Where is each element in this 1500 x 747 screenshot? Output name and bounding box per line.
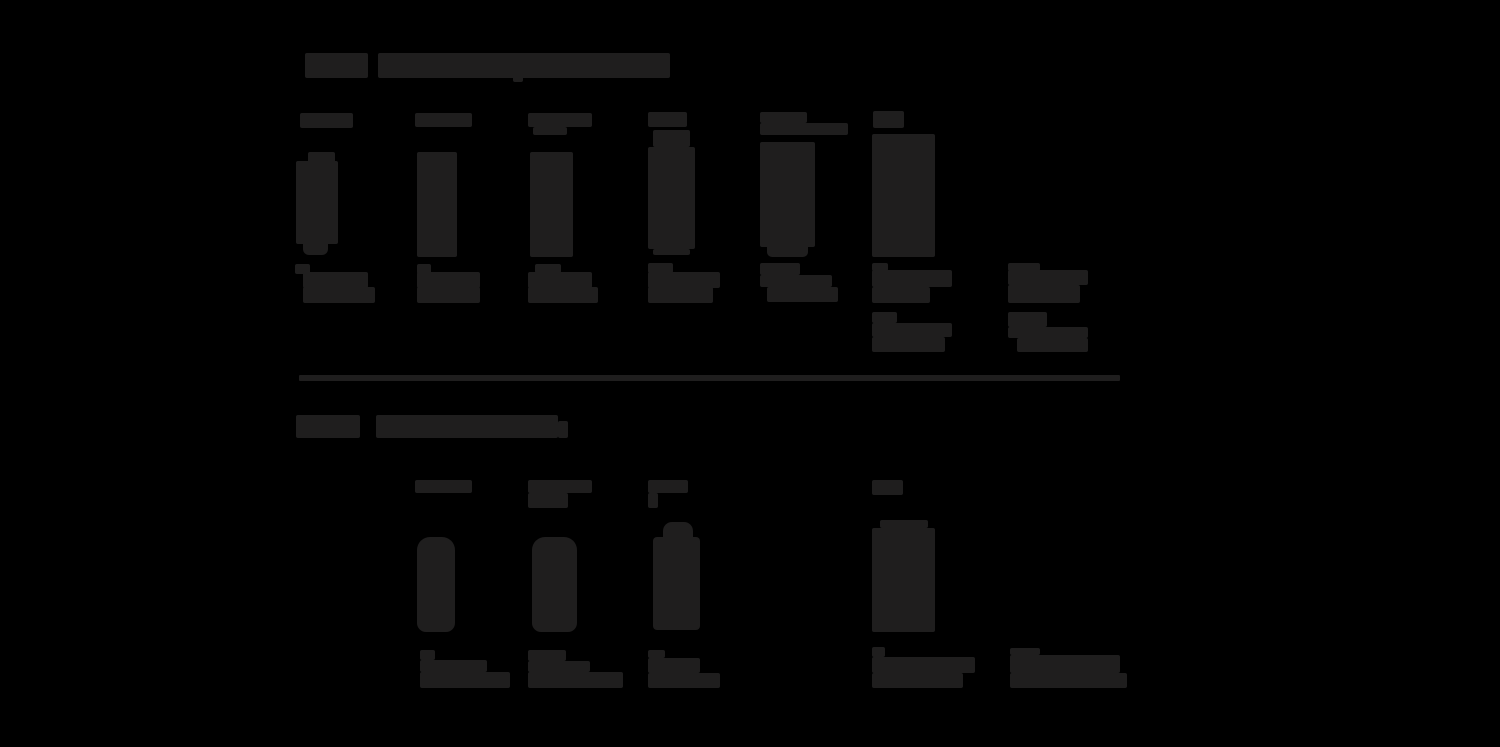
product-card-product-1[interactable] — [295, 113, 375, 303]
product-tag-bar — [528, 113, 592, 127]
product-image-silhouette — [648, 147, 695, 249]
product-card-product-4[interactable] — [648, 112, 720, 303]
product-tag-bar — [648, 493, 658, 508]
product-name-bar — [648, 287, 713, 303]
product-image-silhouette — [530, 152, 573, 257]
product-name-bar — [648, 650, 665, 658]
product-name-bar — [528, 650, 566, 661]
product-name-bar — [760, 263, 800, 275]
product-meta-bar — [872, 323, 952, 337]
product-name-bar — [1008, 285, 1080, 303]
product-meta-bar — [872, 312, 897, 323]
product-name-bar — [648, 272, 720, 288]
product-tag-bar — [528, 480, 592, 493]
product-name-bar — [420, 650, 435, 660]
product-image-silhouette — [653, 130, 690, 147]
product-meta-bar — [872, 337, 945, 352]
product-card-product-2[interactable] — [415, 113, 480, 303]
product-name-bar — [872, 287, 930, 303]
section-title-bar — [305, 53, 368, 78]
product-name-bar — [760, 275, 832, 287]
section-title-bar — [378, 53, 670, 78]
product-image-silhouette — [767, 247, 808, 257]
product-tag-bar — [760, 112, 807, 123]
product-name-bar — [767, 287, 838, 302]
product-name-bar — [1008, 270, 1088, 285]
product-tag-bar — [415, 480, 472, 493]
product-name-bar — [1010, 673, 1127, 688]
product-name-bar — [872, 647, 885, 657]
product-name-bar — [420, 660, 487, 672]
section-title-bar — [513, 76, 523, 82]
product-name-bar — [528, 672, 623, 688]
product-name-bar — [648, 673, 720, 688]
product-meta-bar — [1008, 327, 1088, 338]
product-name-bar — [303, 272, 368, 288]
product-name-bar — [303, 287, 375, 303]
product-card-product-3[interactable] — [528, 113, 598, 303]
product-name-bar — [872, 673, 963, 688]
product-name-bar — [528, 661, 590, 672]
product-name-bar — [872, 270, 952, 287]
product-image-silhouette — [417, 152, 457, 257]
product-card-product-11[interactable] — [872, 480, 975, 688]
product-tag-bar — [760, 123, 848, 135]
product-name-bar — [528, 287, 598, 303]
product-name-bar — [648, 658, 700, 673]
product-tag-bar — [300, 113, 353, 128]
product-tag-bar — [648, 480, 688, 493]
product-tag-bar — [648, 112, 687, 127]
product-image-silhouette — [872, 134, 935, 257]
product-card-product-12-text-only[interactable] — [1010, 648, 1127, 688]
product-image-silhouette — [880, 520, 928, 528]
product-card-product-8[interactable] — [415, 480, 510, 688]
product-name-bar — [1010, 648, 1040, 655]
product-tag-bar — [415, 113, 472, 127]
product-image-silhouette — [653, 249, 690, 255]
product-tag-bar — [528, 493, 568, 508]
product-card-product-7-text-only[interactable] — [1008, 263, 1088, 352]
product-image-silhouette — [872, 528, 935, 632]
section-title-bar — [296, 415, 360, 438]
product-tag-bar — [533, 127, 567, 135]
product-card-product-6[interactable] — [872, 111, 952, 352]
product-image-silhouette — [760, 142, 815, 247]
product-image-silhouette — [303, 243, 328, 255]
product-image-silhouette — [663, 522, 693, 538]
product-card-product-5[interactable] — [760, 112, 848, 302]
product-tag-bar — [872, 480, 903, 495]
product-card-product-9[interactable] — [528, 480, 623, 688]
product-name-bar — [417, 272, 480, 288]
product-name-bar — [420, 672, 510, 688]
section-title-bar — [376, 415, 558, 438]
section-divider — [299, 375, 1120, 381]
product-name-bar — [1010, 655, 1120, 673]
product-image-silhouette — [532, 537, 577, 632]
product-name-bar — [872, 657, 975, 673]
product-name-bar — [417, 287, 480, 303]
product-image-silhouette — [653, 537, 700, 630]
product-card-product-10[interactable] — [648, 480, 720, 688]
product-name-bar — [528, 272, 592, 288]
section-title-bar — [558, 421, 568, 438]
product-tag-bar — [873, 111, 904, 128]
product-meta-bar — [1008, 312, 1047, 327]
product-image-silhouette — [296, 161, 338, 244]
product-meta-bar — [1017, 338, 1088, 352]
product-image-silhouette — [417, 537, 455, 632]
